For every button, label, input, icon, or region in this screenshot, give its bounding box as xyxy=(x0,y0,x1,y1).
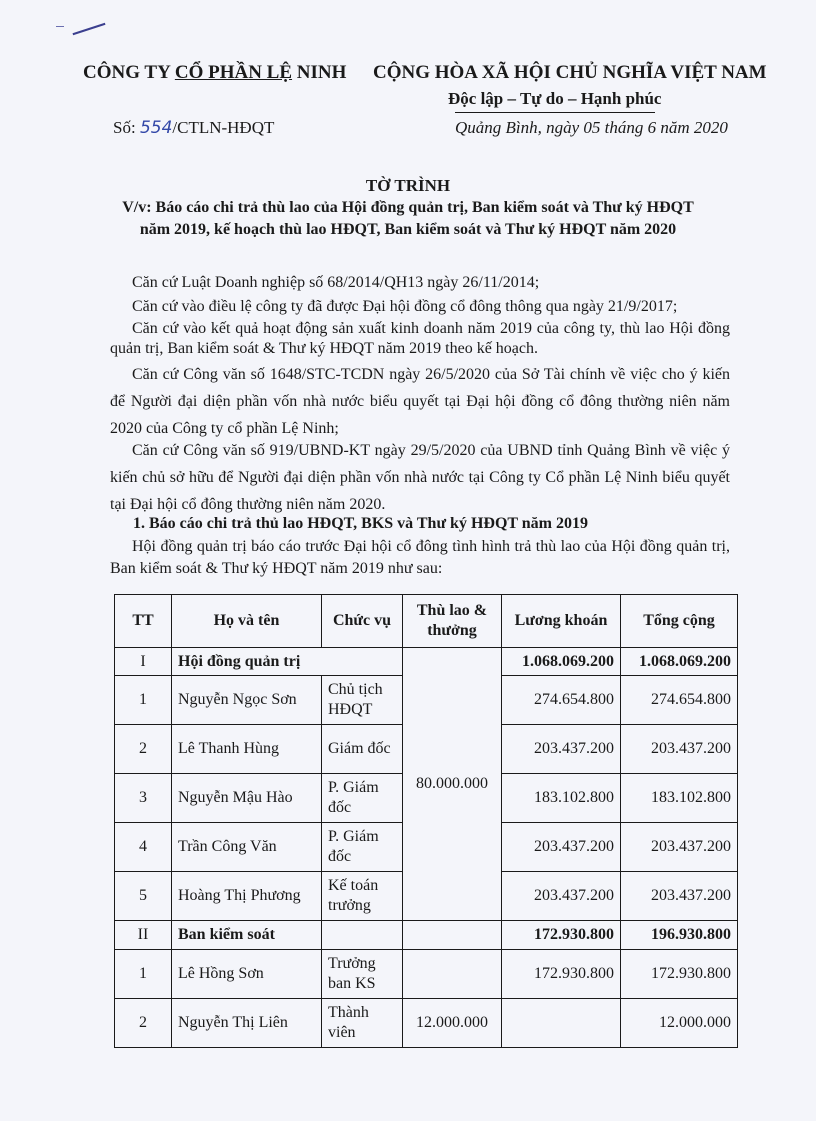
cell-wage: 172.930.800 xyxy=(502,950,621,999)
pen-mark xyxy=(56,26,64,27)
cell-wage: 203.437.200 xyxy=(502,823,621,872)
pen-stroke xyxy=(73,23,106,35)
paragraph-4: Căn cứ Công văn số 1648/STC-TCDN ngày 26/5/2020 của Sở Tài chính về việc cho ý kiến để Người đại diện phần vốn nhà nước biểu quyết tại Đại hội đồng cổ đông thường niên năm 2020 của Công ty cổ phần Lệ Ninh; xyxy=(110,366,730,437)
table-row xyxy=(115,950,738,999)
cell-name: Nguyễn Mậu Hào xyxy=(172,774,322,823)
cell-total: 203.437.200 xyxy=(621,872,738,921)
cell-tt: 2 xyxy=(115,999,172,1048)
table-row-group-supervisory xyxy=(115,921,738,950)
paragraph-2: Căn cứ vào điều lệ công ty đã được Đại hội đồng cổ đông thông qua ngày 21/9/2017; xyxy=(132,298,678,315)
cell-tt: 1 xyxy=(115,950,172,999)
cell-total: 196.930.800 xyxy=(621,921,738,950)
cell-wage: 1.068.069.200 xyxy=(502,648,621,676)
header-bonus: Thù lao & thưởng xyxy=(403,595,502,648)
cell-role: P. Giám đốc xyxy=(322,823,403,872)
cell-bonus xyxy=(403,921,502,950)
cell-tt: 3 xyxy=(115,774,172,823)
cell-wage xyxy=(502,999,621,1048)
document-title: TỜ TRÌNH xyxy=(365,176,451,195)
header-wage: Lương khoán xyxy=(502,595,621,648)
cell-bonus xyxy=(403,950,502,999)
cell-tt: I xyxy=(115,648,172,676)
section-heading: 1. Báo cáo chi trả thủ lao HĐQT, BKS và Thư ký HĐQT năm 2019 xyxy=(133,515,588,532)
cell-tt: 2 xyxy=(115,725,172,774)
subtitle-line-1: V/v: Báo cáo chi trả thù lao của Hội đồng quản trị, Ban kiểm soát và Thư ký HĐQT xyxy=(122,199,694,216)
header-name: Họ và tên xyxy=(172,595,322,648)
cell-wage: 183.102.800 xyxy=(502,774,621,823)
motto: Độc lập – Tự do – Hạnh phúc xyxy=(448,89,662,108)
cell-shared-bonus: 80.000.000 xyxy=(403,648,502,921)
paragraph-5: Căn cứ Công văn số 919/UBND-KT ngày 29/5/2020 của UBND tỉnh Quảng Bình về việc ý kiến chủ sở hữu để Người đại diện phần vốn nhà nước tại Công ty Cổ phần Lệ Ninh biểu quyết tại Đại hội cổ đông thường niên năm 2020. xyxy=(110,442,730,513)
cell-role: Thành viên xyxy=(322,999,403,1048)
cell-role: P. Giám đốc xyxy=(322,774,403,823)
cell-tt: II xyxy=(115,921,172,950)
cell-name: Hoàng Thị Phương xyxy=(172,872,322,921)
cell-wage: 172.930.800 xyxy=(502,921,621,950)
cell-role: Kế toán trưởng xyxy=(322,872,403,921)
cell-name: Lê Thanh Hùng xyxy=(172,725,322,774)
subtitle-line-2: năm 2019, kế hoạch thù lao HĐQT, Ban kiểm soát và Thư ký HĐQT năm 2020 xyxy=(139,221,677,238)
header-tt: TT xyxy=(115,595,172,648)
handwritten-number: 554 xyxy=(139,118,173,138)
cell-total: 12.000.000 xyxy=(621,999,738,1048)
cell-tt: 4 xyxy=(115,823,172,872)
cell-total: 274.654.800 xyxy=(621,676,738,725)
cell-wage: 274.654.800 xyxy=(502,676,621,725)
document-number: Số: 554/CTLN-HĐQT xyxy=(113,118,275,138)
cell-name: Nguyễn Ngọc Sơn xyxy=(172,676,322,725)
cell-name: Lê Hồng Sơn xyxy=(172,950,322,999)
cell-bonus: 12.000.000 xyxy=(403,999,502,1048)
nation-title: CỘNG HÒA XÃ HỘI CHỦ NGHĨA VIỆT NAM xyxy=(373,62,767,83)
cell-total: 203.437.200 xyxy=(621,823,738,872)
cell-total: 1.068.069.200 xyxy=(621,648,738,676)
cell-tt: 5 xyxy=(115,872,172,921)
motto-underline xyxy=(455,112,655,113)
cell-tt: 1 xyxy=(115,676,172,725)
place-date: Quảng Bình, ngày 05 tháng 6 năm 2020 xyxy=(455,118,728,137)
cell-total: 203.437.200 xyxy=(621,725,738,774)
cell-wage: 203.437.200 xyxy=(502,872,621,921)
header-role: Chức vụ xyxy=(322,595,403,648)
cell-role: Giám đốc xyxy=(322,725,403,774)
cell-group-name: Ban kiểm soát xyxy=(172,921,322,950)
cell-wage: 203.437.200 xyxy=(502,725,621,774)
paragraph-6: Hội đồng quản trị báo cáo trước Đại hội cổ đông tình hình trả thù lao của Hội đồng quản trị, Ban kiểm soát & Thư ký HĐQT năm 2019 như sau: xyxy=(110,538,730,577)
cell-group-name: Hội đồng quản trị xyxy=(172,648,403,676)
table-row xyxy=(115,999,738,1048)
cell-role: Chủ tịch HĐQT xyxy=(322,676,403,725)
cell-total: 172.930.800 xyxy=(621,950,738,999)
compensation-table xyxy=(114,594,738,1048)
cell-name: Nguyễn Thị Liên xyxy=(172,999,322,1048)
company-name: CÔNG TY CỔ PHẦN LỆ NINH xyxy=(83,62,347,83)
cell-role: Trưởng ban KS xyxy=(322,950,403,999)
header-total: Tổng cộng xyxy=(621,595,738,648)
paragraph-1: Căn cứ Luật Doanh nghiệp số 68/2014/QH13 ngày 26/11/2014; xyxy=(132,274,540,291)
table-row-group-board xyxy=(115,648,738,676)
paragraph-3: Căn cứ vào kết quả hoạt động sản xuất kinh doanh năm 2019 của công ty, thù lao Hội đồng quản trị, Ban kiểm soát & Thư ký HĐQT năm 2019 theo kế hoạch. xyxy=(110,320,730,357)
cell-total: 183.102.800 xyxy=(621,774,738,823)
table-header-row xyxy=(115,595,738,648)
cell-name: Trần Công Văn xyxy=(172,823,322,872)
cell-role xyxy=(322,921,403,950)
